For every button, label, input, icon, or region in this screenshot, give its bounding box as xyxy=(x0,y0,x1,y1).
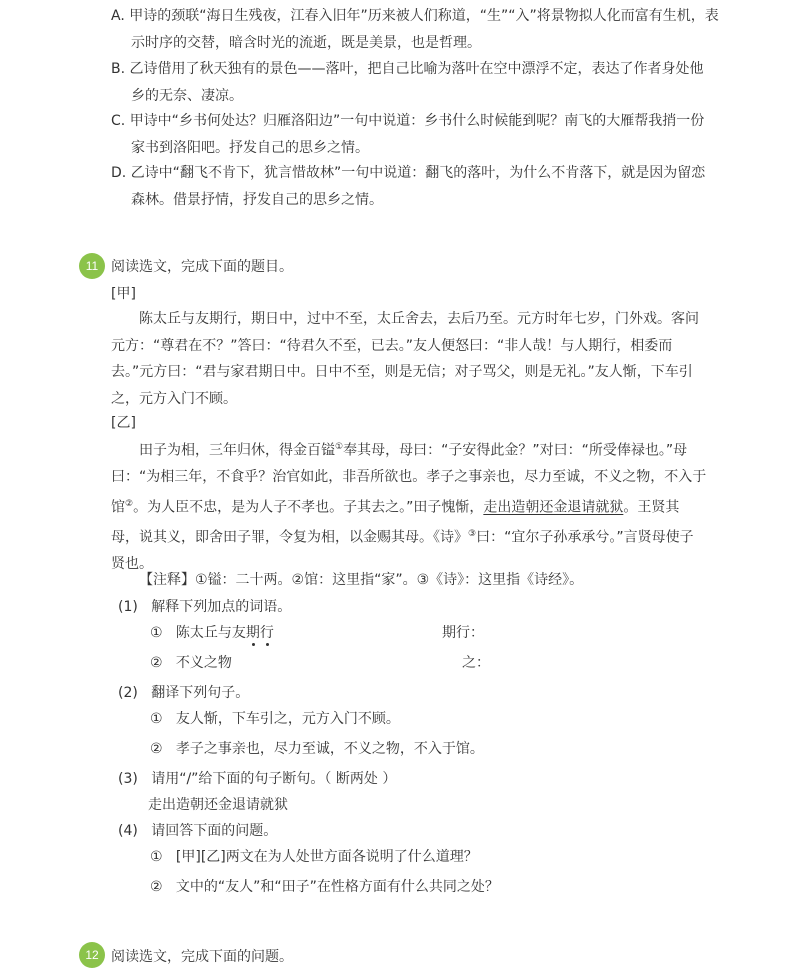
subquestion-1-item-2 xyxy=(150,652,232,672)
subquestion-2-item-2 xyxy=(150,738,484,758)
passage-line: 贤也。 xyxy=(111,555,153,572)
option-text-cont: 森林。借景抒情，抒发自己的思乡之情。 xyxy=(131,192,383,208)
item-text: 孝子之事亲也，尽力至诚，不义之物，不入于馆。 xyxy=(175,741,484,757)
passage-label-jia: [甲] xyxy=(111,286,136,302)
item-text: 文中的“友人”和“田子”在性格方面有什么共同之处？ xyxy=(175,879,499,895)
option-text: 乙诗借用了秋天独有的景色——落叶，把自己比喻为落叶在空中漂浮不定，表达了作者身处他 xyxy=(129,61,704,77)
option-text-cont: 示时序的交替，暗含时光的流逝，既是美景，也是哲理。 xyxy=(131,35,481,51)
passage-line: 元方：“尊君在不？”答曰：“待君久不至，已去。”友人便怒曰：“非人哉！与人期行，相委而 xyxy=(111,337,673,354)
option-letter: C. xyxy=(111,113,126,129)
question-title: 阅读选文，完成下面的题目。 xyxy=(111,259,293,275)
passage-yi xyxy=(111,434,711,577)
option-text: 乙诗中“翻飞不肯下，犹言惜故林”一句中说道：翻飞的落叶，为什么不肯落下，就是因为留恋 xyxy=(130,165,706,181)
item-number: ② xyxy=(150,741,163,757)
item-number: ② xyxy=(150,879,163,895)
answer-blank-label: 之： xyxy=(462,655,490,671)
subquestion-3-sentence: 走出造朝还金退请就狱 xyxy=(148,797,288,813)
subquestion-4 xyxy=(118,820,277,840)
footnote-marker: ② xyxy=(125,498,134,509)
item-number: ② xyxy=(150,655,163,671)
option-text-cont: 家书到洛阳吧。抒发自己的思乡之情。 xyxy=(131,140,369,156)
subquestion-label: (4) xyxy=(118,823,138,839)
question-number-badge: 11 xyxy=(79,253,105,279)
subquestion-text: 请用“/”给下面的句子断句。（ 断两处 ） xyxy=(151,771,397,787)
item-number: ① xyxy=(150,711,163,727)
subquestion-1 xyxy=(118,596,291,616)
option-letter: D. xyxy=(111,165,127,181)
option-a xyxy=(111,3,721,57)
emphasis-dot xyxy=(252,643,255,646)
item-text: [甲][乙]两文在为人处世方面各说明了什么道理？ xyxy=(175,849,478,865)
subquestion-3 xyxy=(118,768,396,788)
passage-line: 馆②。为人臣不忠，是为人子不孝也。子其去之。”田子愧惭，走出造朝还金退请就狱。王贤其 xyxy=(111,498,680,516)
passage-line: 母，说其义，即舍田子罪，令复为相，以金赐其母。《诗》③曰：“宜尔子孙承承兮。”言贤母使子 xyxy=(111,528,694,546)
item-text: 友人惭，下车引之，元方入门不顾。 xyxy=(175,711,400,727)
emphasis-dot xyxy=(266,643,269,646)
option-letter: B. xyxy=(111,61,126,77)
subquestion-label: (3) xyxy=(118,771,138,787)
passage-line: 曰：“为相三年，不食乎？治官如此，非吾所欲也。孝子之事亲也，尽力至诚，不义之物，不入于 xyxy=(111,469,707,486)
item-number: ① xyxy=(150,849,163,865)
subquestion-2 xyxy=(118,682,249,702)
subquestion-text: 翻译下列句子。 xyxy=(151,685,250,701)
item-text: 陈太丘与友期行 xyxy=(175,625,274,641)
subquestion-label: (1) xyxy=(118,599,138,615)
underlined-sentence: 走出造朝还金退请就狱 xyxy=(483,499,624,516)
passage-line: 田子为相，三年归休，得金百镒①奉其母，母曰：“子安得此金？”对曰：“所受俸禄也。”母 xyxy=(139,442,688,459)
subquestion-1-item-1 xyxy=(150,622,274,642)
option-letter: A. xyxy=(111,8,125,24)
footnote-marker: ① xyxy=(335,442,344,452)
subquestion-label: (2) xyxy=(118,685,138,701)
annotation-note: 【注释】①镒：二十两。②馆：这里指“家”。③《诗》：这里指《诗经》。 xyxy=(139,572,584,588)
subquestion-text: 解释下列加点的词语。 xyxy=(151,599,292,615)
question-number-badge: 12 xyxy=(79,942,105,968)
passage-line: 去。”元方曰：“君与家君期日中。日中不至，则是无信；对子骂父，则是无礼。”友人惭，下车引 xyxy=(111,364,693,380)
item-number: ① xyxy=(150,625,163,641)
option-text-cont: 乡的无奈、凄凉。 xyxy=(131,88,243,104)
subquestion-2-item-1 xyxy=(150,708,400,728)
subquestion-4-item-2 xyxy=(150,876,499,896)
option-d xyxy=(111,160,721,214)
option-text: 甲诗的颈联“海日生残夜，江春入旧年”历来被人们称道，“生”“入”将景物拟人化而富有生机，表 xyxy=(129,8,719,24)
passage-label-yi: [乙] xyxy=(111,415,136,431)
subquestion-text: 请回答下面的问题。 xyxy=(151,823,278,839)
passage-line: 之，元方入门不顾。 xyxy=(111,390,237,407)
footnote-marker: ③ xyxy=(468,528,477,539)
passage-jia xyxy=(111,306,711,412)
option-b xyxy=(111,56,721,110)
subquestion-4-item-1 xyxy=(150,846,478,866)
passage-line: 陈太丘与友期行，期日中，过中不至，太丘舍去，去后乃至。元方时年七岁，门外戏。客问 xyxy=(139,311,699,327)
option-text: 甲诗中“乡书何处达？归雁洛阳边”一句中说道：乡书什么时候能到呢？南飞的大雁帮我捎一份 xyxy=(129,113,705,129)
question-title: 阅读选文，完成下面的问题。 xyxy=(111,949,293,965)
option-c xyxy=(111,108,721,162)
answer-blank-label: 期行： xyxy=(442,625,484,641)
item-text: 不义之物 xyxy=(175,655,232,671)
